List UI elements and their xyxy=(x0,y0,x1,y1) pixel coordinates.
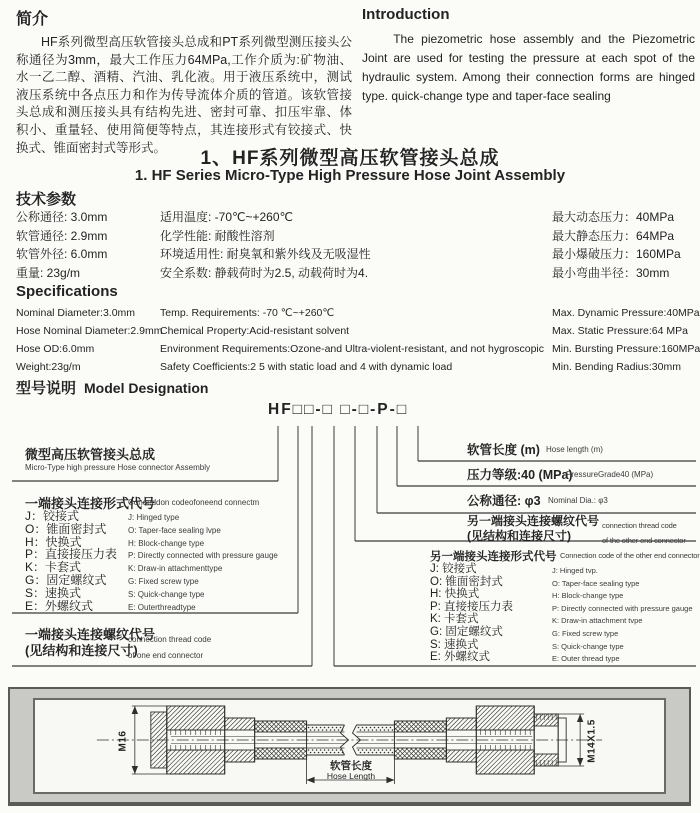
hose-length-label-zh: 软管长度 (m) xyxy=(467,443,540,457)
intro-body-zh: HF系列微型高压软管接头总成和PT系列微型测压接头公称通径为3mm，最大工作压力64MPa,工作介质为:矿物油、水一乙二醇、酒精、汽油、乳化液。用于液压系统中，测试液压系统中各点压力和作为传导流体介质的管道。该软管接头总成和测压接头具有结构先进、密封可靠、扣压牢靠、体积小、重量轻、使用简便等特点，其连接形式有铰接式、快换式、锥面密封式等形式。 xyxy=(16,35,352,155)
tech-param: 重量: 23g/m xyxy=(16,265,81,280)
spec-item: Max. Static Pressure:64 MPa xyxy=(552,325,688,337)
tech-param: 化学性能: 耐酸性溶剂 xyxy=(160,228,275,243)
pressure-grade-label-zh: 压力等级:40 (MPa) xyxy=(467,468,573,482)
code-item: O: Taper-face sealing lvpe xyxy=(128,525,221,535)
code-item: G: Fixed screw type xyxy=(128,576,199,586)
one-end-form-list-en xyxy=(128,512,278,614)
spec-item: Min. Bursting Pressure:160MPa xyxy=(552,343,700,355)
other-end-form-list-en xyxy=(552,565,693,666)
intro-body-en: The piezometric hose assembly and the Piezometric Joint are used for testing the pressure at each spot of the hydraulic system. Among their connection forms are hinged type. quick-change type and taper-face sealing xyxy=(362,32,695,103)
code-item: H: Block-change type xyxy=(552,591,624,601)
code-item: O：锥面密封式 xyxy=(25,521,107,536)
spec-item: Environment Requirements:Ozone-and Ultra-violent-resistant, and not hygroscopic xyxy=(160,343,545,355)
code-item: K: 卡套式 xyxy=(430,613,479,626)
model-heading-en: Model Designation xyxy=(84,380,209,396)
assembly-label-en: Micro-Type high pressure Hose connector Assembly xyxy=(25,463,210,472)
right-thread-dimension-label: M14X1.5 xyxy=(586,719,598,763)
one-end-form-list-zh xyxy=(25,510,117,612)
spec-item: Safety Coefficients:2 5 with static load and 4 with dynamic load xyxy=(160,361,453,373)
tech-param: 安全系数: 静载荷时为2.5, 动载荷时为4. xyxy=(160,265,369,280)
code-item: H：快换式 xyxy=(25,534,82,549)
hose-length-dimension-en: Hose Length xyxy=(326,771,376,781)
code-item: H: Block-change type xyxy=(128,538,205,548)
other-end-form-header-zh: 另一端接头连接形式代号 xyxy=(430,551,557,563)
tech-param: 软管通径: 2.9mm xyxy=(16,228,108,243)
code-item: E: Outerthreadtype xyxy=(128,602,196,612)
one-end-thread-label-en: connection thread code of one end connector xyxy=(128,635,212,660)
tech-param: 最小爆破压力：160MPa xyxy=(552,247,681,261)
nominal-dia-label-zh: 公称通径: φ3 xyxy=(467,494,541,508)
model-code: HF□□-□ □-□-P-□ xyxy=(268,401,409,418)
code-item: G: Fixed screw type xyxy=(552,628,619,638)
other-end-thread-label-en: connection thread code of the other end connector xyxy=(602,521,686,545)
assembly-label-zh: 微型高压软管接头总成 xyxy=(25,447,156,462)
tech-param: 软管外径: 6.0mm xyxy=(16,247,108,261)
code-item: J：铰接式 xyxy=(25,509,80,523)
code-item: K: Draw-in attachmenttype xyxy=(128,564,223,574)
drawing-panel xyxy=(8,687,691,806)
tech-param: 适用温度: -70℃~+260℃ xyxy=(160,210,294,224)
intro-section-zh xyxy=(16,6,352,157)
code-item: E：外螺纹式 xyxy=(25,598,94,613)
one-end-thread-label-zh: 一端接头连接螺纹代号 (见结构和连接尺寸) xyxy=(25,627,156,658)
code-item: S: Quick-change type xyxy=(128,589,205,599)
code-item: S：速换式 xyxy=(25,585,82,600)
spec-item: Hose Nominal Diameter:2.9mm xyxy=(16,325,163,337)
code-item: K: Draw-in attachment tvpe xyxy=(552,616,643,626)
section-title-en: 1. HF Series Micro-Type High Pressure Hose Joint Assembly xyxy=(134,167,566,184)
tech-params-col3 xyxy=(552,208,681,282)
code-item: P：直接接压力表 xyxy=(25,547,118,562)
specs-heading: Specifications xyxy=(16,283,118,300)
code-item: J: 铰接式 xyxy=(430,563,477,575)
one-end-form-header-en: Coneeddon codeofoneend connectm xyxy=(128,498,260,507)
code-item: P: Directly connected with pressure gauge xyxy=(552,603,693,613)
other-end-form-list-zh xyxy=(430,563,513,664)
code-item: O: 锥面密封式 xyxy=(430,575,503,588)
spec-item: Temp. Requirements: -70 ℃~+260℃ xyxy=(160,307,335,319)
intro-section-en xyxy=(362,6,695,106)
specs-col1 xyxy=(16,304,162,376)
spec-item: Hose OD:6.0mm xyxy=(16,343,95,355)
code-item: E: 外螺纹式 xyxy=(430,651,491,664)
specs-col3 xyxy=(552,304,700,376)
tech-param: 环境适用性: 耐臭氧和紫外线及无吸湿性 xyxy=(160,247,371,261)
tech-param: 公称通径: 3.0mm xyxy=(16,210,108,224)
spec-item: Nominal Diameter:3.0mm xyxy=(16,307,136,319)
spec-item: Chemical Property:Acid-resistant solvent xyxy=(160,325,350,337)
hose-length-dimension-zh: 软管长度 xyxy=(330,760,372,772)
tech-params-col2 xyxy=(160,208,371,282)
tech-param: 最大静态压力：64MPa xyxy=(552,228,675,243)
intro-heading-zh: 简介 xyxy=(16,11,49,28)
model-designation-heading xyxy=(16,377,208,398)
hose-length-label-en: Hose length (m) xyxy=(546,445,603,454)
tech-param: 最小弯曲半径：30mm xyxy=(552,265,670,280)
one-end-form-header-zh: 一端接头连接形式代号 xyxy=(25,496,156,511)
tech-params-col1 xyxy=(16,208,107,282)
spec-item: Weight:23g/m xyxy=(16,361,81,373)
code-item: P: 直接接压力表 xyxy=(430,600,514,613)
pressure-grade-label-en: PressureGrade40 (MPa) xyxy=(566,470,654,479)
code-item: O: Taper-face sealing type xyxy=(552,578,640,588)
other-end-thread-label-zh: 另一端接头连接螺纹代号 (见结构和连接尺寸) xyxy=(467,514,600,543)
tech-params-heading: 技术参数 xyxy=(16,191,77,208)
left-thread-dimension-label: M16 xyxy=(117,730,129,752)
code-item: G：固定螺纹式 xyxy=(25,572,107,587)
specs-col2 xyxy=(160,304,544,376)
model-heading-zh: 型号说明 xyxy=(16,380,77,397)
other-end-form-header-en: Connection code of the other end connector xyxy=(560,551,700,560)
spec-item: Min. Bending Radius:30mm xyxy=(552,361,681,373)
tech-param: 最大动态压力：40MPa xyxy=(552,210,675,224)
code-item: E: Outer thread type xyxy=(552,654,620,664)
drawing-panel-inner xyxy=(33,698,666,794)
code-item: G: 固定螺纹式 xyxy=(430,625,503,638)
code-item: H: 快换式 xyxy=(430,588,480,601)
spec-item: Max. Dynamic Pressure:40MPa xyxy=(552,307,700,319)
code-item: P: Directly connected with pressure gauge xyxy=(128,551,278,561)
code-item: K：卡套式 xyxy=(25,560,82,575)
section-title-zh: 1、HF系列微型高压软管接头总成 xyxy=(200,148,500,169)
intro-heading-en: Introduction xyxy=(362,6,450,23)
code-item: S: Quick-change type xyxy=(552,641,624,651)
code-item: S: 速换式 xyxy=(430,638,479,651)
nominal-dia-label-en: Nominal Dia.: φ3 xyxy=(548,496,608,505)
code-item: J: Hinged type xyxy=(128,513,180,522)
code-item: J: Hinged tvp. xyxy=(552,566,598,575)
